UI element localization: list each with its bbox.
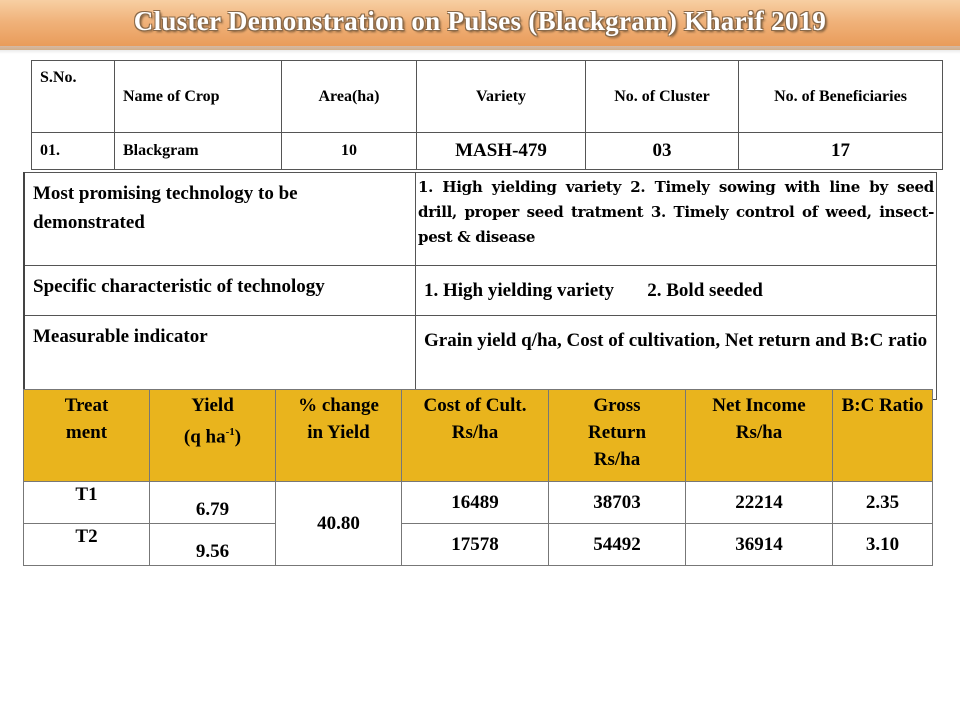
- cell-clusters: 03: [586, 133, 739, 170]
- cell-yield: 9.56: [150, 524, 276, 566]
- cell-beneficiaries: 17: [739, 133, 943, 170]
- tech-row: [24, 173, 937, 266]
- cell-gross-return: 54492: [549, 524, 686, 566]
- cell-bc-ratio: 3.10: [833, 524, 933, 566]
- table-row: [24, 524, 933, 566]
- cell-variety: MASH-479: [417, 133, 586, 170]
- header-cost: Cost of Cult. Rs/ha: [402, 390, 549, 482]
- cell-cost: 16489: [402, 482, 549, 524]
- cell-crop-name: Blackgram: [115, 133, 282, 170]
- tech-label: Specific characteristic of technology: [24, 266, 416, 316]
- cell-cost: 17578: [402, 524, 549, 566]
- header-treatment: Treat ment: [24, 390, 150, 482]
- header-yield: Yield (q $ha^{-1}$): [150, 390, 276, 482]
- cell-yield: 6.79: [150, 482, 276, 524]
- header-percent-change: % change in Yield: [276, 390, 402, 482]
- table-row: [24, 482, 933, 524]
- crop-details-table: [31, 60, 943, 170]
- tech-value: 1. High yielding variety 2. Timely sowing with line by seed drill, proper seed tratment 3. Timely control of weed, insect-pest & disease: [416, 173, 937, 266]
- tech-row: [24, 316, 937, 400]
- header-beneficiaries: No. of Beneficiaries: [739, 61, 943, 133]
- header-variety: Variety: [417, 61, 586, 133]
- header-gross-return: Gross Return Rs/ha: [549, 390, 686, 482]
- cell-net-income: 36914: [686, 524, 833, 566]
- cell-treatment: T1: [24, 482, 150, 524]
- header-bc-ratio: B:C Ratio: [833, 390, 933, 482]
- tech-row: [24, 266, 937, 316]
- title-bar: [0, 0, 960, 50]
- title-shadow: [0, 46, 960, 54]
- header-crop-name: Name of Crop: [115, 61, 282, 133]
- crop-table-row: [32, 133, 943, 170]
- header-clusters: No. of Cluster: [586, 61, 739, 133]
- tech-label: Most promising technology to be demonstrated: [24, 173, 416, 266]
- header-net-income: Net Income Rs/ha: [686, 390, 833, 482]
- tech-value: Grain yield q/ha, Cost of cultivation, Net return and B:C ratio: [416, 316, 937, 400]
- header-area: Area(ha): [282, 61, 417, 133]
- tech-value: 1. High yielding variety 2. Bold seeded: [416, 266, 937, 316]
- technology-table: [23, 172, 937, 400]
- cell-bc-ratio: 2.35: [833, 482, 933, 524]
- results-table: [23, 389, 933, 566]
- cell-area: 10: [282, 133, 417, 170]
- cell-sno: 01.: [32, 133, 115, 170]
- cell-percent-change: 40.80: [276, 482, 402, 566]
- results-header-row: [24, 390, 933, 482]
- page-title: Cluster Demonstration on Pulses (Blackgram) Kharif 2019: [133, 6, 827, 36]
- header-sno: S.No.: [32, 61, 115, 133]
- cell-gross-return: 38703: [549, 482, 686, 524]
- crop-table-header-row: [32, 61, 943, 133]
- cell-treatment: T2: [24, 524, 150, 566]
- tech-label: Measurable indicator: [24, 316, 416, 400]
- cell-net-income: 22214: [686, 482, 833, 524]
